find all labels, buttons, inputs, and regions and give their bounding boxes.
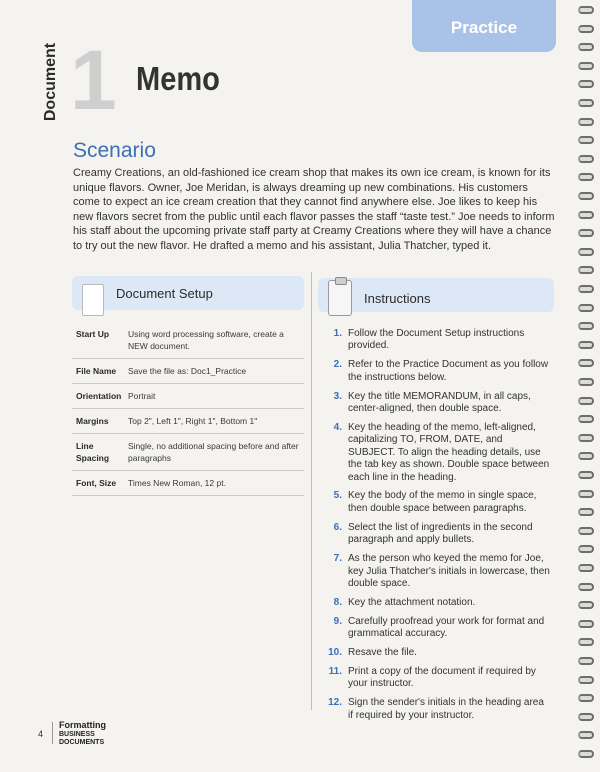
spiral-coil [578,508,594,516]
spiral-coil [578,694,594,702]
document-setup-heading: Document Setup [116,286,213,301]
instruction-item [318,666,550,691]
instruction-text: Follow the Document Setup instructions provided. [348,328,525,352]
instruction-item [318,328,550,353]
spiral-coil [578,136,594,144]
spiral-coil [578,676,594,684]
instruction-text: Key the title MEMORANDUM, in all caps, center-aligned, then double space. [348,390,531,415]
instruction-number: 11. [328,665,342,677]
setup-row-value: Times New Roman, 12 pt. [128,478,226,488]
document-vertical-label: Document [42,42,59,122]
setup-row-key: Margins [76,416,109,426]
spiral-coil [578,192,594,200]
spiral-coil [578,620,594,628]
clipboard-icon [328,280,352,316]
column-divider [311,272,312,710]
spiral-coil [578,434,594,442]
instruction-text: Resave the file. [348,647,417,659]
spiral-coil [578,731,594,739]
setup-row-key: Start Up [76,329,110,339]
setup-row-value: Portrait [128,391,156,401]
spiral-coil [578,601,594,609]
spiral-coil [578,564,594,572]
spiral-coil [578,229,594,237]
instruction-text: As the person who keyed the memo for Joe, key Julia Thatcher's initials in lowercase, then double space. [348,553,550,589]
instruction-number: 10. [328,647,342,659]
spiral-coil [578,80,594,88]
document-icon [82,284,104,316]
setup-row [72,434,304,471]
instruction-item [318,422,550,484]
book-logo: Formatting BUSINESS DOCUMENTS [59,720,106,746]
spiral-coil [578,378,594,386]
instructions-header [318,278,554,312]
instruction-number: 6. [333,521,342,533]
scenario-text: Creamy Creations, an old-fashioned ice cream shop that makes its own ice cream, is known for its unique flavors. Owner, Joe Meridan, is always dreaming up new combinations. His customers come to expect an ice cream creation that they cannot find anywhere else. Joe likes to keep his new flavors secret from the public until each flavor passes the staff “taste test.” Joe needs to inform his staff about the upcoming private staff party at Creamy Creations where they will have a chance to try out the new flavor. He drafted a memo and his assistant, Julia Thatcher, typed it. [73,167,555,252]
setup-row-value: Save the file as: Doc1_Practice [128,366,247,376]
document-number: 1 [70,33,117,127]
spiral-coil [578,155,594,163]
instruction-number: 4. [333,421,342,433]
spiral-coil [578,62,594,70]
spiral-binding [576,6,598,772]
spiral-coil [578,750,594,758]
document-setup-header [72,276,304,310]
setup-row [72,322,304,359]
instruction-text: Select the list of ingredients in the second paragraph and apply bullets. [348,521,533,546]
spiral-coil [578,415,594,423]
page-number: 4 [38,729,44,739]
setup-row [72,359,304,384]
setup-row-key: File Name [76,366,117,376]
instruction-text: Print a copy of the document if required by your instructor. [348,665,536,690]
setup-row-key: Font, Size [76,478,117,488]
instruction-item [318,616,550,641]
spiral-coil [578,211,594,219]
setup-row [72,471,304,496]
instruction-number: 1. [333,328,342,339]
setup-row-value: Single, no additional spacing before and after paragraphs [128,441,299,463]
spiral-coil [578,452,594,460]
spiral-coil [578,341,594,349]
instruction-item [318,490,550,515]
instruction-number: 9. [333,615,342,627]
instruction-text: Key the body of the memo in single space, then double space between paragraphs. [348,490,537,514]
practice-tab-label: Practice [450,18,518,37]
setup-row-value: Using word processing software, create a NEW document. [128,329,284,351]
spiral-coil [578,713,594,721]
instruction-item [318,697,550,722]
instruction-text: Carefully proofread your work for format and grammatical accuracy. [348,615,545,640]
instruction-item [318,522,550,547]
spiral-coil [578,285,594,293]
spiral-coil [578,397,594,405]
setup-row [72,409,304,434]
instructions-list [318,328,550,729]
instruction-item [318,597,550,609]
instruction-number: 5. [333,490,342,502]
footer-divider [52,722,53,744]
spiral-coil [578,322,594,330]
instruction-text: Sign the sender's initials in the heading area if required by your instructor. [348,697,544,721]
setup-table [72,322,304,496]
spiral-coil [578,490,594,498]
instruction-item [318,647,550,659]
instruction-number: 8. [333,596,342,608]
instruction-text: Refer to the Practice Document as you follow the instructions below. [348,359,549,383]
spiral-coil [578,471,594,479]
spiral-coil [578,248,594,256]
instruction-item [318,359,550,384]
instruction-number: 3. [333,390,342,402]
instruction-item [318,553,550,590]
setup-row [72,384,304,409]
instruction-number: 7. [333,553,342,565]
spiral-coil [578,25,594,33]
instruction-text: Key the attachment notation. [348,596,476,608]
setup-row-key: Orientation [76,391,122,401]
spiral-coil [578,359,594,367]
spiral-coil [578,657,594,665]
setup-row-key: Line Spacing [76,441,110,463]
spiral-coil [578,638,594,646]
spiral-coil [578,304,594,312]
spiral-coil [578,527,594,535]
instruction-item [318,391,550,416]
instruction-number: 12. [328,697,342,709]
instruction-number: 2. [333,359,342,371]
spiral-coil [578,173,594,181]
spiral-coil [578,43,594,51]
spiral-coil [578,266,594,274]
spiral-coil [578,99,594,107]
practice-tab [412,0,556,52]
setup-row-value: Top 2", Left 1", Right 1", Bottom 1" [128,416,258,426]
page-title: Memo [136,60,220,97]
scenario-heading: Scenario [73,139,156,162]
spiral-coil [578,6,594,14]
instruction-text: Key the heading of the memo, left-aligned, capitalizing TO, FROM, DATE, and SUBJECT. To align the heading details, use the tab key as shown. Double space between each line in the heading. [348,421,550,483]
instructions-heading: Instructions [364,291,431,306]
spiral-coil [578,118,594,126]
spiral-coil [578,583,594,591]
spiral-coil [578,545,594,553]
